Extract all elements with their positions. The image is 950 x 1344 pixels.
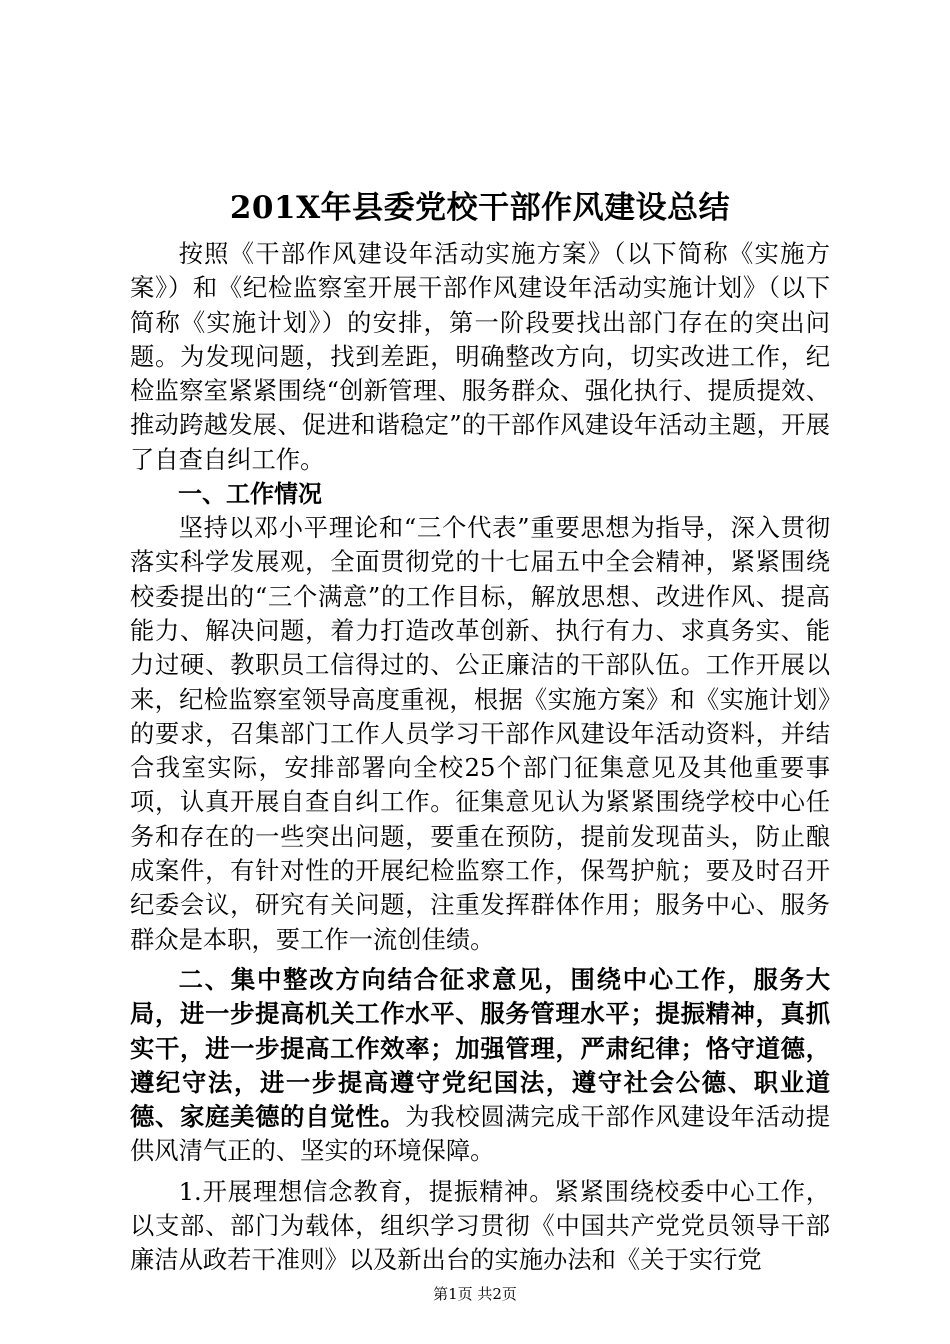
document-title: 201X年县委党校干部作风建设总结 — [229, 190, 731, 226]
rectification-paragraph — [130, 963, 830, 1169]
item-1-paragraph: 1.开展理想信念教育，提振精神。紧紧围绕校委中心工作，以支部、部门为载体，组织学习贯彻《中国共产党党员领导干部廉洁从政若干准则》以及新出台的实施办法和《关于实行党 — [130, 1176, 830, 1275]
section-heading-work-situation: 一、工作情况 — [178, 480, 322, 509]
intro-paragraph: 按照《干部作风建设年活动实施方案》（以下简称《实施方案》）和《纪检监察室开展干部作风建设年活动实施计划》（以下简称《实施计划》）的安排，第一阶段要找出部门存在的突出问题。为发现问题，找到差距，明确整改方向，切实改进工作，纪检监察室紧紧围绕“创新管理、服务群众、强化执行、提质提效、推动跨越发展、促进和谐稳定”的干部作风建设年活动主题，开展了自查自纠工作。 — [130, 239, 830, 474]
rectification-bold-text: 二、集中整改方向结合征求意见，围绕中心工作，服务大局，进一步提高机关工作水平、服务管理水平；提振精神，真抓实干，进一步提高工作效率；加强管理，严肃纪律；恪守道德，遵纪守法，进一步提高遵守党纪国法，遵守社会公德、职业道德、家庭美德的自觉性。 — [130, 964, 830, 1132]
rectification-normal-text: 为我校圆满完成干部作风建设年活动提供风清气正的、坚实的环境保障。 — [130, 1102, 831, 1166]
document-page — [130, 185, 830, 1278]
page-footer: 第1页 共2页 — [433, 1285, 517, 1303]
work-situation-paragraph: 坚持以邓小平理论和“三个代表”重要思想为指导，深入贯彻落实科学发展观，全面贯彻党的十七届五中全会精神，紧紧围绕校委提出的“三个满意”的工作目标，解放思想、改进作风、提高能力、解决问题，着力打造改革创新、执行有力、求真务实、能力过硬、教职员工信得过的、公正廉洁的干部队伍。工作开展以来，纪检监察室领导高度重视，根据《实施方案》和《实施计划》的要求，召集部门工作人员学习干部作风建设年活动资料，并结合我室实际，安排部署向全校25个部门征集意见及其他重要事项，认真开展自查自纠工作。征集意见认为紧紧围绕学校中心任务和存在的一些突出问题，要重在预防，提前发现苗头，防止酿成案件，有针对性的开展纪检监察工作，保驾护航；要及时召开纪委会议，研究有关问题，注重发挥群体作用；服务中心、服务群众是本职，要工作一流创佳绩。 — [130, 513, 830, 954]
